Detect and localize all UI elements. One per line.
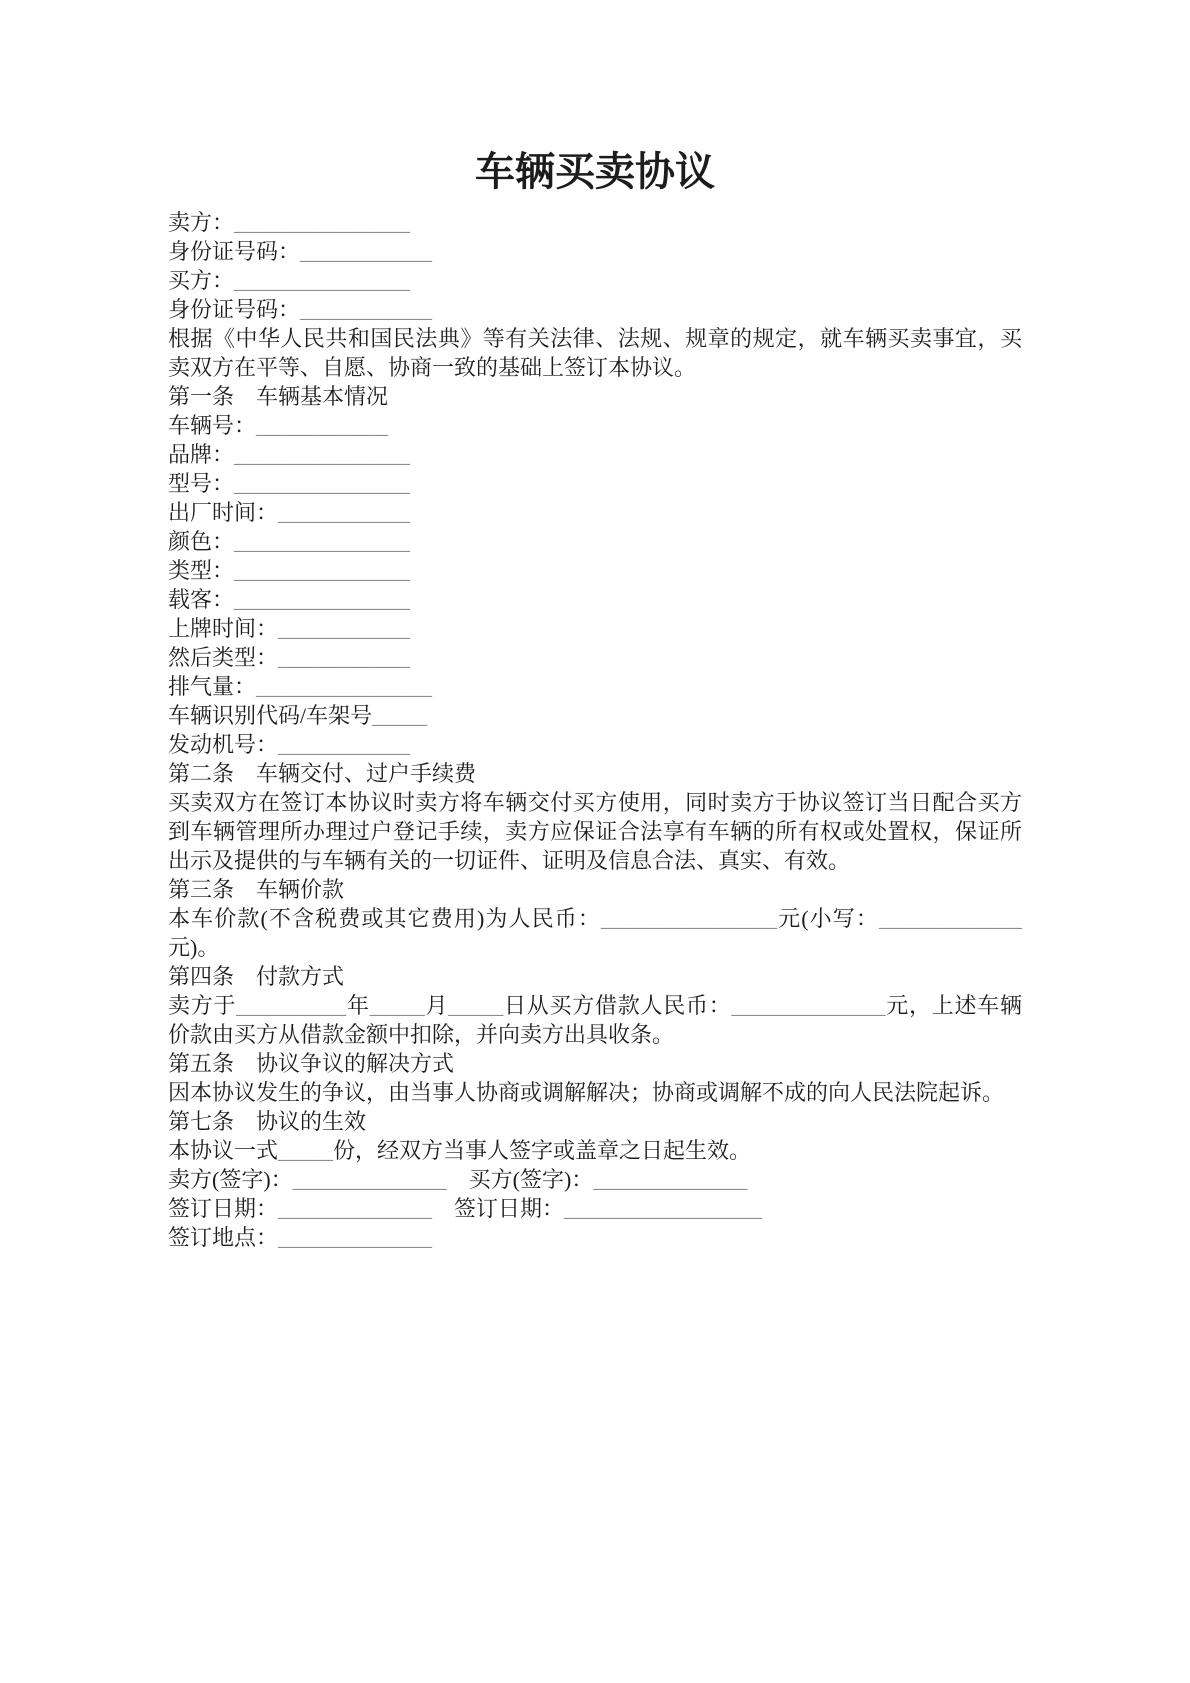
- seller-name-field: 卖方：________________: [168, 210, 411, 235]
- blank-line: _____: [369, 993, 425, 1018]
- buyer-id-field: 身份证号码：____________: [168, 297, 433, 322]
- blank-line: ____________: [300, 239, 433, 264]
- blank-line: ________________: [234, 442, 411, 467]
- model-field: 型号：________________: [168, 471, 411, 496]
- manufacture-date-field: 出厂时间：____________: [168, 500, 411, 525]
- article-5-heading: 第五条 协议争议的解决方式: [168, 1051, 455, 1076]
- blank-line: _____: [448, 993, 504, 1018]
- blank-line: _____: [372, 703, 428, 728]
- blank-line: __________________: [564, 1196, 763, 1221]
- article-2-heading: 第二条 车辆交付、过户手续费: [168, 761, 477, 786]
- blank-line: ____________: [278, 645, 411, 670]
- blank-line: ____________: [300, 297, 433, 322]
- plate-number-field: 车辆号：____________: [168, 413, 389, 438]
- vin-field: 车辆识别代码/车架号_____: [168, 703, 428, 728]
- article-2-body: 买卖双方在签订本协议时卖方将车辆交付买方使用，同时卖方于协议签订当日配合买方到车辆管理所办理过户登记手续，卖方应保证合法享有车辆的所有权或处置权，保证所出示及提供的与车辆有关的一切证件、证明及信息合法、真实、有效。: [168, 790, 1022, 873]
- brand-field: 品牌：________________: [168, 442, 411, 467]
- blank-line: ______________: [292, 1167, 447, 1192]
- article-7-heading: 第七条 协议的生效: [168, 1109, 367, 1134]
- signature-line: 卖方(签字)：______________ 买方(签字)：______________: [168, 1167, 748, 1192]
- blank-line: ____________: [278, 732, 411, 757]
- blank-line: __________: [236, 993, 347, 1018]
- document-body: [168, 208, 1022, 1252]
- blank-line: _____: [278, 1138, 334, 1163]
- blank-line: ______________: [278, 1196, 433, 1221]
- blank-line: ________________: [234, 471, 411, 496]
- blank-line: _____________: [879, 906, 1023, 931]
- blank-line: ________________: [234, 210, 411, 235]
- color-field: 颜色：________________: [168, 529, 411, 554]
- displacement-field: 排气量：________________: [168, 674, 433, 699]
- article-5-body: 因本协议发生的争议，由当事人协商或调解解决；协商或调解不成的向人民法院起诉。: [168, 1080, 1005, 1105]
- type-field: 类型：________________: [168, 558, 411, 583]
- article-3-heading: 第三条 车辆价款: [168, 877, 345, 902]
- fuel-type-field: 然后类型：____________: [168, 645, 411, 670]
- article-4-heading: 第四条 付款方式: [168, 964, 345, 989]
- blank-line: ______________: [593, 1167, 748, 1192]
- blank-line: ____________: [278, 616, 411, 641]
- engine-number-field: 发动机号：____________: [168, 732, 411, 757]
- blank-line: ________________: [234, 529, 411, 554]
- blank-line: ____________: [278, 500, 411, 525]
- blank-line: ________________: [234, 558, 411, 583]
- seller-id-field: 身份证号码：____________: [168, 239, 433, 264]
- blank-line: ________________: [234, 268, 411, 293]
- sign-date-line: 签订日期：______________ 签订日期：__________________: [168, 1196, 763, 1221]
- blank-line: ____________: [256, 413, 389, 438]
- sign-place-line: 签订地点：______________: [168, 1225, 433, 1250]
- blank-line: ________________: [234, 587, 411, 612]
- document-title: 车辆买卖协议: [475, 149, 715, 194]
- article-4-body: 卖方于__________年_____月_____日从买方借款人民币：______________元，上述车辆价款由买方从借款金额中扣除，并向卖方出具收条。: [168, 993, 1022, 1047]
- passenger-capacity-field: 载客：________________: [168, 587, 411, 612]
- blank-line: ________________: [256, 674, 433, 699]
- registration-date-field: 上牌时间：____________: [168, 616, 411, 641]
- blank-line: ______________: [731, 993, 886, 1018]
- blank-line: ______________: [278, 1225, 433, 1250]
- article-1-heading: 第一条 车辆基本情况: [168, 384, 389, 409]
- preamble: 根据《中华人民共和国民法典》等有关法律、法规、规章的规定，就车辆买卖事宜，买卖双方在平等、自愿、协商一致的基础上签订本协议。: [168, 326, 1022, 380]
- blank-line: ________________: [600, 906, 777, 931]
- article-7-body: 本协议一式_____份，经双方当事人签字或盖章之日起生效。: [168, 1138, 752, 1163]
- article-3-body: 本车价款(不含税费或其它费用)为人民币：________________元(小写：_____________元)。: [168, 906, 1023, 960]
- buyer-name-field: 买方：________________: [168, 268, 411, 293]
